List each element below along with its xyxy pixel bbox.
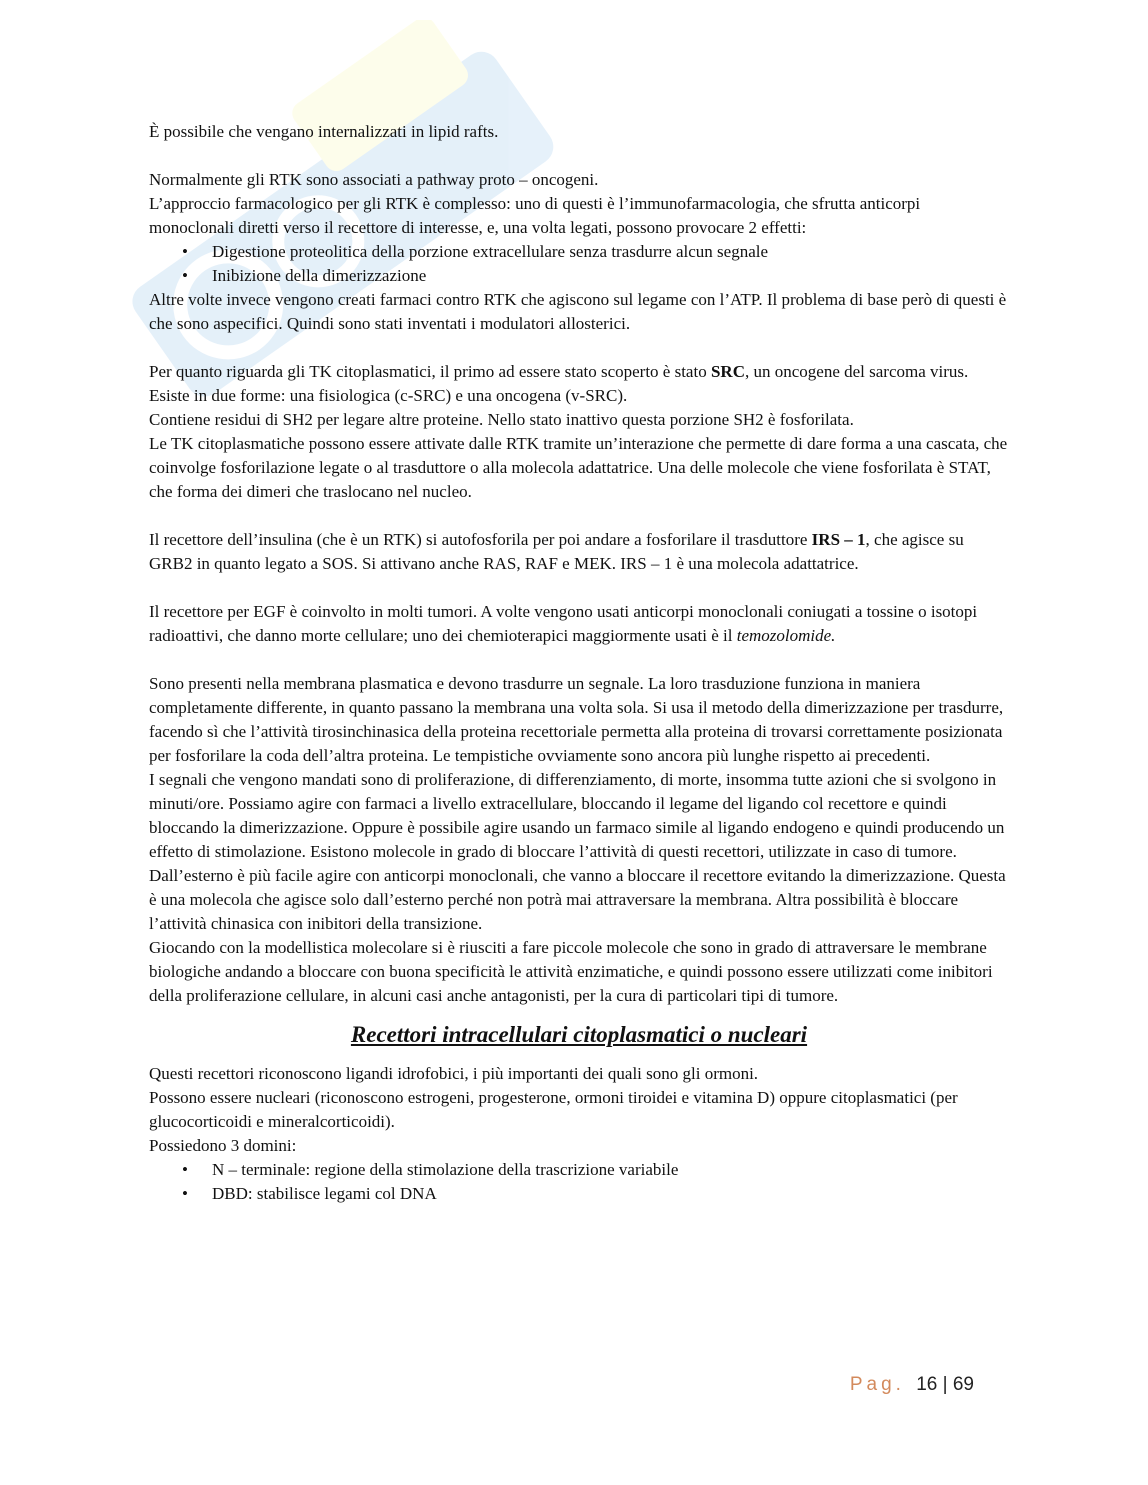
paragraph [149,864,1009,936]
text-run: , un oncogene del sarcoma virus. Esiste in due forme: una fisiologica (c-SRC) e una oncogena (v-SRC). [149,362,969,405]
page-footer [850,1374,974,1396]
total-pages: 69 [952,1374,974,1395]
text-run: Per quanto riguarda gli TK citoplasmatici, il primo ad essere stato scoperto è stato [149,362,711,381]
text-run: È possibile che vengano internalizzati in lipid rafts. [149,122,499,141]
paragraph [149,288,1009,336]
paragraph [149,432,1009,504]
paragraph-spacer [149,576,1009,600]
paragraph [149,1086,1009,1134]
paragraph [149,768,1009,864]
text-run: Possiedono 3 domini: [149,1136,297,1155]
bullet-list [149,1158,1009,1206]
text-run: I segnali che vengono mandati sono di proliferazione, di differenziamento, di morte, insomma tutte azioni che si svolgono in minuti/ore. Possiamo agire con farmaci a livello extracellulare, bloccando il legame del ligando col recettore e quindi bloccando la dimerizzazione. Oppure è possibile agire usando un farmaco simile al ligando endogeno e quindi producendo un effetto di stimolazione. Esistono molecole in grado di bloccare l’attività di questi recettori, utilizzate in caso di tumore. [149,770,1005,861]
bullet-list [149,240,1009,288]
text-run: , che agisce su GRB2 in quanto legato a SOS. Si attivano anche RAS, RAF e MEK. IRS – 1 è una molecola adattatrice. [149,530,964,573]
text-run: Normalmente gli RTK sono associati a pathway proto – oncogeni. [149,170,599,189]
page-label: Pag. [849,1374,905,1395]
text-run: Dall’esterno è più facile agire con anticorpi monoclonali, che vanno a bloccare il recettore evitando la dimerizzazione. Questa è una molecola che agisce solo dall’esterno perché non potrà mai attraversare la membrana. Altra possibilità è bloccare l’attività chinasica con inibitori della transizione. [149,866,1006,933]
bullet-item: • Inibizione della dimerizzazione [212,264,1009,288]
paragraph [149,168,1009,192]
text-run: L’approccio farmacologico per gli RTK è complesso: uno di questi è l’immunofarmacologia, che sfrutta anticorpi monoclonali diretti verso il recettore di interesse, e, una volta legati, possono provocare 2 effetti: [149,194,921,237]
bullet-item: • Digestione proteolitica della porzione extracellulare senza trasdurre alcun segnale [212,240,1009,264]
text-run: Contiene residui di SH2 per legare altre proteine. Nello stato inattivo questa porzione SH2 è fosforilata. [149,410,854,429]
text-run: Altre volte invece vengono creati farmaci contro RTK che agiscono sul legame con l’ATP. Il problema di base però di questi è che sono aspecifici. Quindi sono stati inventati i modulatori allosterici. [149,290,1007,333]
paragraph [149,408,1009,432]
paragraph-spacer [149,144,1009,168]
paragraph [149,1062,1009,1086]
paragraph-spacer [149,336,1009,360]
text-run: Giocando con la modellistica molecolare si è riusciti a fare piccole molecole che sono in grado di attraversare le membrane biologiche andando a bloccare con buona specificità le attività enzimatiche, e quindi possono essere utilizzati come inibitori della proliferazione cellulare, in alcuni casi anche antagonisti, per la cura di particolari tipi di tumore. [149,938,993,1005]
text-run: Il recettore per EGF è coinvolto in molti tumori. A volte vengono usati anticorpi monoclonali coniugati a tossine o isotopi radioattivi, che danno morte cellulare; uno dei chemioterapici maggiormente usati è il [149,602,978,645]
text-run: Questi recettori riconoscono ligandi idrofobici, i più importanti dei quali sono gli ormoni. [149,1064,759,1083]
text-run: Il recettore dell’insulina (che è un RTK) si autofosforila per poi andare a fosforilare il trasduttore [149,530,812,549]
document-page [149,120,1009,1206]
section-heading: Recettori intracellulari citoplasmatici o nucleari [350,1022,808,1047]
paragraph [149,1134,1009,1158]
bullet-item: • N – terminale: regione della stimolazione della trascrizione variabile [212,1158,1009,1182]
italic-term: temozolomide. [736,626,836,645]
paragraph-spacer [149,648,1009,672]
page-number: 16 [916,1374,938,1395]
paragraph [149,600,1009,648]
text-run: Sono presenti nella membrana plasmatica e devono trasdurre un segnale. La loro trasduzione funziona in maniera completamente differente, in quanto passano la membrana una volta sola. Si usa il metodo della dimerizzazione per trasdurre, facendo sì che l’attività tirosinchinasica della proteina recettoriale permetta alla proteina di trovarsi correttamente posizionata per fosforilare la coda dell’altra proteina. Le tempistiche ovviamente sono ancora più lunghe rispetto ai precedenti. [149,674,1004,765]
paragraph [149,120,1009,144]
bold-term: IRS – 1 [811,530,866,549]
paragraph [149,528,1009,576]
paragraph [149,360,1009,408]
paragraph [149,672,1009,768]
paragraph [149,936,1009,1008]
text-run: Possono essere nucleari (riconoscono estrogeni, progesterone, ormoni tiroidei e vitamina D) oppure citoplasmatici (per glucocorticoidi e mineralcorticoidi). [149,1088,958,1131]
bold-term: SRC [710,362,745,381]
text-run: Le TK citoplasmatiche possono essere attivate dalle RTK tramite un’interazione che permette di dare forma a una cascata, che coinvolge fosforilazione legate o al trasduttore o alla molecola adattatrice. Una delle molecole che viene fosforilata è STAT, che forma dei dimeri che traslocano nel nucleo. [149,434,1008,501]
page-separator: | [942,1374,948,1395]
paragraph [149,192,1009,240]
paragraph-spacer [149,504,1009,528]
bullet-item: • DBD: stabilisce legami col DNA [212,1182,1009,1206]
